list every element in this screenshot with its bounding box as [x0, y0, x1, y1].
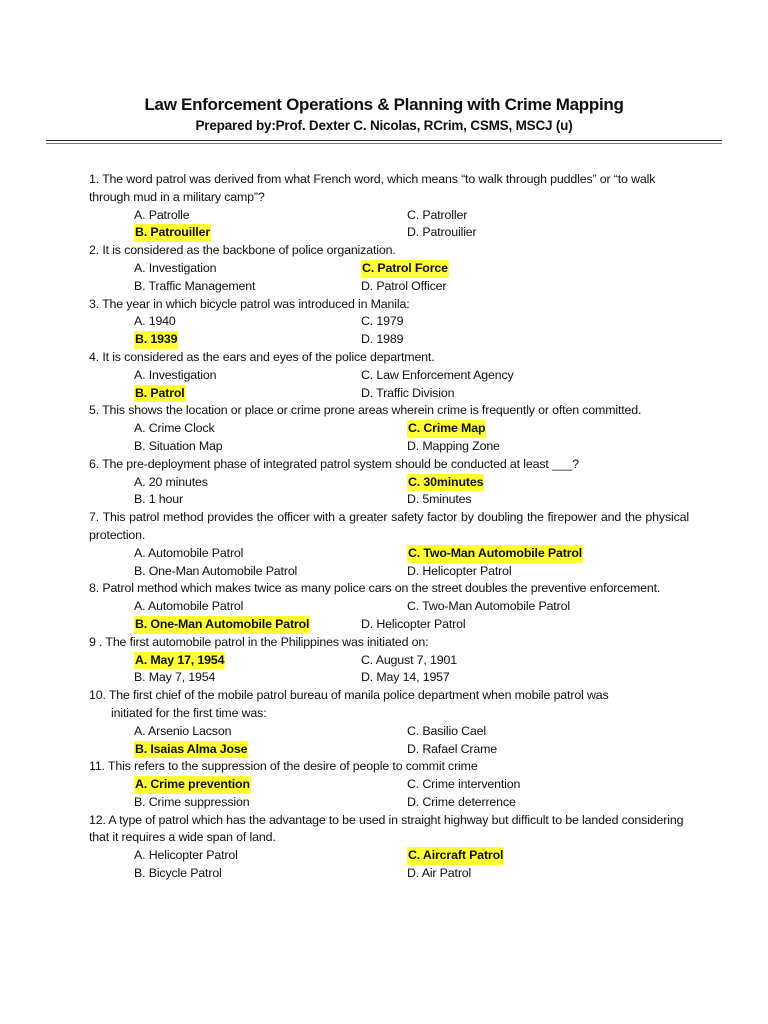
option-a: A. Patrolle [134, 207, 190, 222]
option-b: B. 1 hour [134, 492, 183, 507]
option-c-answer: C. Aircraft Patrol [407, 847, 504, 865]
option-b: B. May 7, 1954 [134, 670, 216, 685]
option-d: D. Helicopter Patrol [407, 563, 512, 578]
question-text: 4. It is considered as the ears and eyes of the police department. [89, 349, 435, 364]
option-b: B. Bicycle Patrol [134, 866, 222, 881]
option-b: B. Traffic Management [134, 278, 256, 293]
option-d: D. 1989 [361, 332, 404, 347]
option-a-answer: A. May 17, 1954 [134, 652, 225, 670]
option-d: D. Helicopter Patrol [361, 616, 466, 631]
option-c-answer: C. Patrol Force [361, 260, 449, 278]
option-b-answer: B. Patrouiller [134, 224, 211, 242]
option-b-answer: B. One-Man Automobile Patrol [134, 616, 310, 634]
option-b-answer: B. Patrol [134, 385, 186, 403]
question-text: 12. A type of patrol which has the advantage to be used in straight highway but difficult to be landed considering that it requires a wide span of land. [89, 812, 684, 845]
option-c-answer: C. Two-Man Automobile Patrol [407, 545, 583, 563]
option-c: C. Law Enforcement Agency [361, 367, 514, 382]
option-a: A. Investigation [134, 367, 217, 382]
option-c-answer: C. Crime Map [407, 420, 486, 438]
option-a: A. 1940 [134, 314, 176, 329]
question-text: 10. The first chief of the mobile patrol bureau of manila police department when mobile patrol was [89, 688, 609, 703]
page-title: Law Enforcement Operations & Planning with Crime Mapping [144, 95, 624, 114]
question-text: 6. The pre-deployment phase of integrated patrol system should be conducted at least ___? [89, 456, 579, 471]
question-3 [89, 296, 689, 349]
option-c: C. Two-Man Automobile Patrol [407, 599, 570, 614]
question-11 [89, 758, 689, 811]
option-a: A. Crime Clock [134, 421, 215, 436]
question-text-continued: initiated for the first time was: [111, 705, 267, 720]
header-divider [46, 140, 722, 141]
option-a: A. Investigation [134, 260, 217, 275]
option-c: C. 1979 [361, 314, 404, 329]
question-9 [89, 634, 689, 687]
question-1 [89, 171, 689, 242]
option-c: C. Basilio Cael [407, 723, 487, 738]
option-d: D. 5minutes [407, 492, 472, 507]
question-text: 8. Patrol method which makes twice as many police cars on the street doubles the preventive enforcement. [89, 581, 661, 596]
question-list [89, 171, 689, 883]
question-2 [89, 242, 689, 295]
option-c: C. Patroller [407, 207, 468, 222]
option-d: D. Traffic Division [361, 385, 455, 400]
question-4 [89, 349, 689, 402]
header-divider-secondary [46, 143, 722, 144]
option-c-answer: C. 30minutes [407, 474, 484, 492]
option-d: D. Patrouilier [407, 225, 477, 240]
option-d: D. Air Patrol [407, 866, 472, 881]
option-d: D. Rafael Crame [407, 741, 498, 756]
option-a: A. Helicopter Patrol [134, 848, 238, 863]
option-a-answer: A. Crime prevention [134, 776, 251, 794]
question-7 [89, 509, 689, 580]
option-c: C. August 7, 1901 [361, 652, 457, 667]
option-d: D. Mapping Zone [407, 438, 500, 453]
option-d: D. May 14, 1957 [361, 670, 450, 685]
page-subtitle: Prepared by:Prof. Dexter C. Nicolas, RCrim, CSMS, MSCJ (u) [195, 118, 573, 133]
question-text: 7. This patrol method provides the officer with a greater safety factor by doubling the firepower and the physical protection. [89, 510, 689, 542]
question-text: 11. This refers to the suppression of the desire of people to commit crime [89, 759, 478, 774]
option-b: B. Situation Map [134, 438, 223, 453]
option-a: A. 20 minutes [134, 474, 208, 489]
question-text: 2. It is considered as the backbone of police organization. [89, 243, 396, 258]
question-12 [89, 812, 689, 883]
question-8 [89, 580, 689, 633]
question-text: 3. The year in which bicycle patrol was introduced in Manila: [89, 296, 410, 311]
option-a: A. Automobile Patrol [134, 599, 244, 614]
option-b-answer: B. Isaias Alma Jose [134, 741, 248, 759]
option-b: B. One-Man Automobile Patrol [134, 563, 298, 578]
question-text: 9 . The first automobile patrol in the Philippines was initiated on: [89, 634, 429, 649]
question-text: 1. The word patrol was derived from what French word, which means “to walk through puddles” or “to walk through mud in a military camp”? [89, 172, 656, 204]
question-6 [89, 456, 689, 509]
option-b: B. Crime suppression [134, 794, 250, 809]
option-b-answer: B. 1939 [134, 331, 178, 349]
option-c: C. Crime intervention [407, 777, 521, 792]
question-10 [89, 687, 689, 758]
question-text: 5. This shows the location or place or crime prone areas wherein crime is frequently or often committed. [89, 403, 642, 418]
option-a: A. Automobile Patrol [134, 545, 244, 560]
option-a: A. Arsenio Lacson [134, 723, 232, 738]
question-5 [89, 402, 689, 455]
option-d: D. Crime deterrence [407, 794, 516, 809]
option-d: D. Patrol Officer [361, 278, 447, 293]
